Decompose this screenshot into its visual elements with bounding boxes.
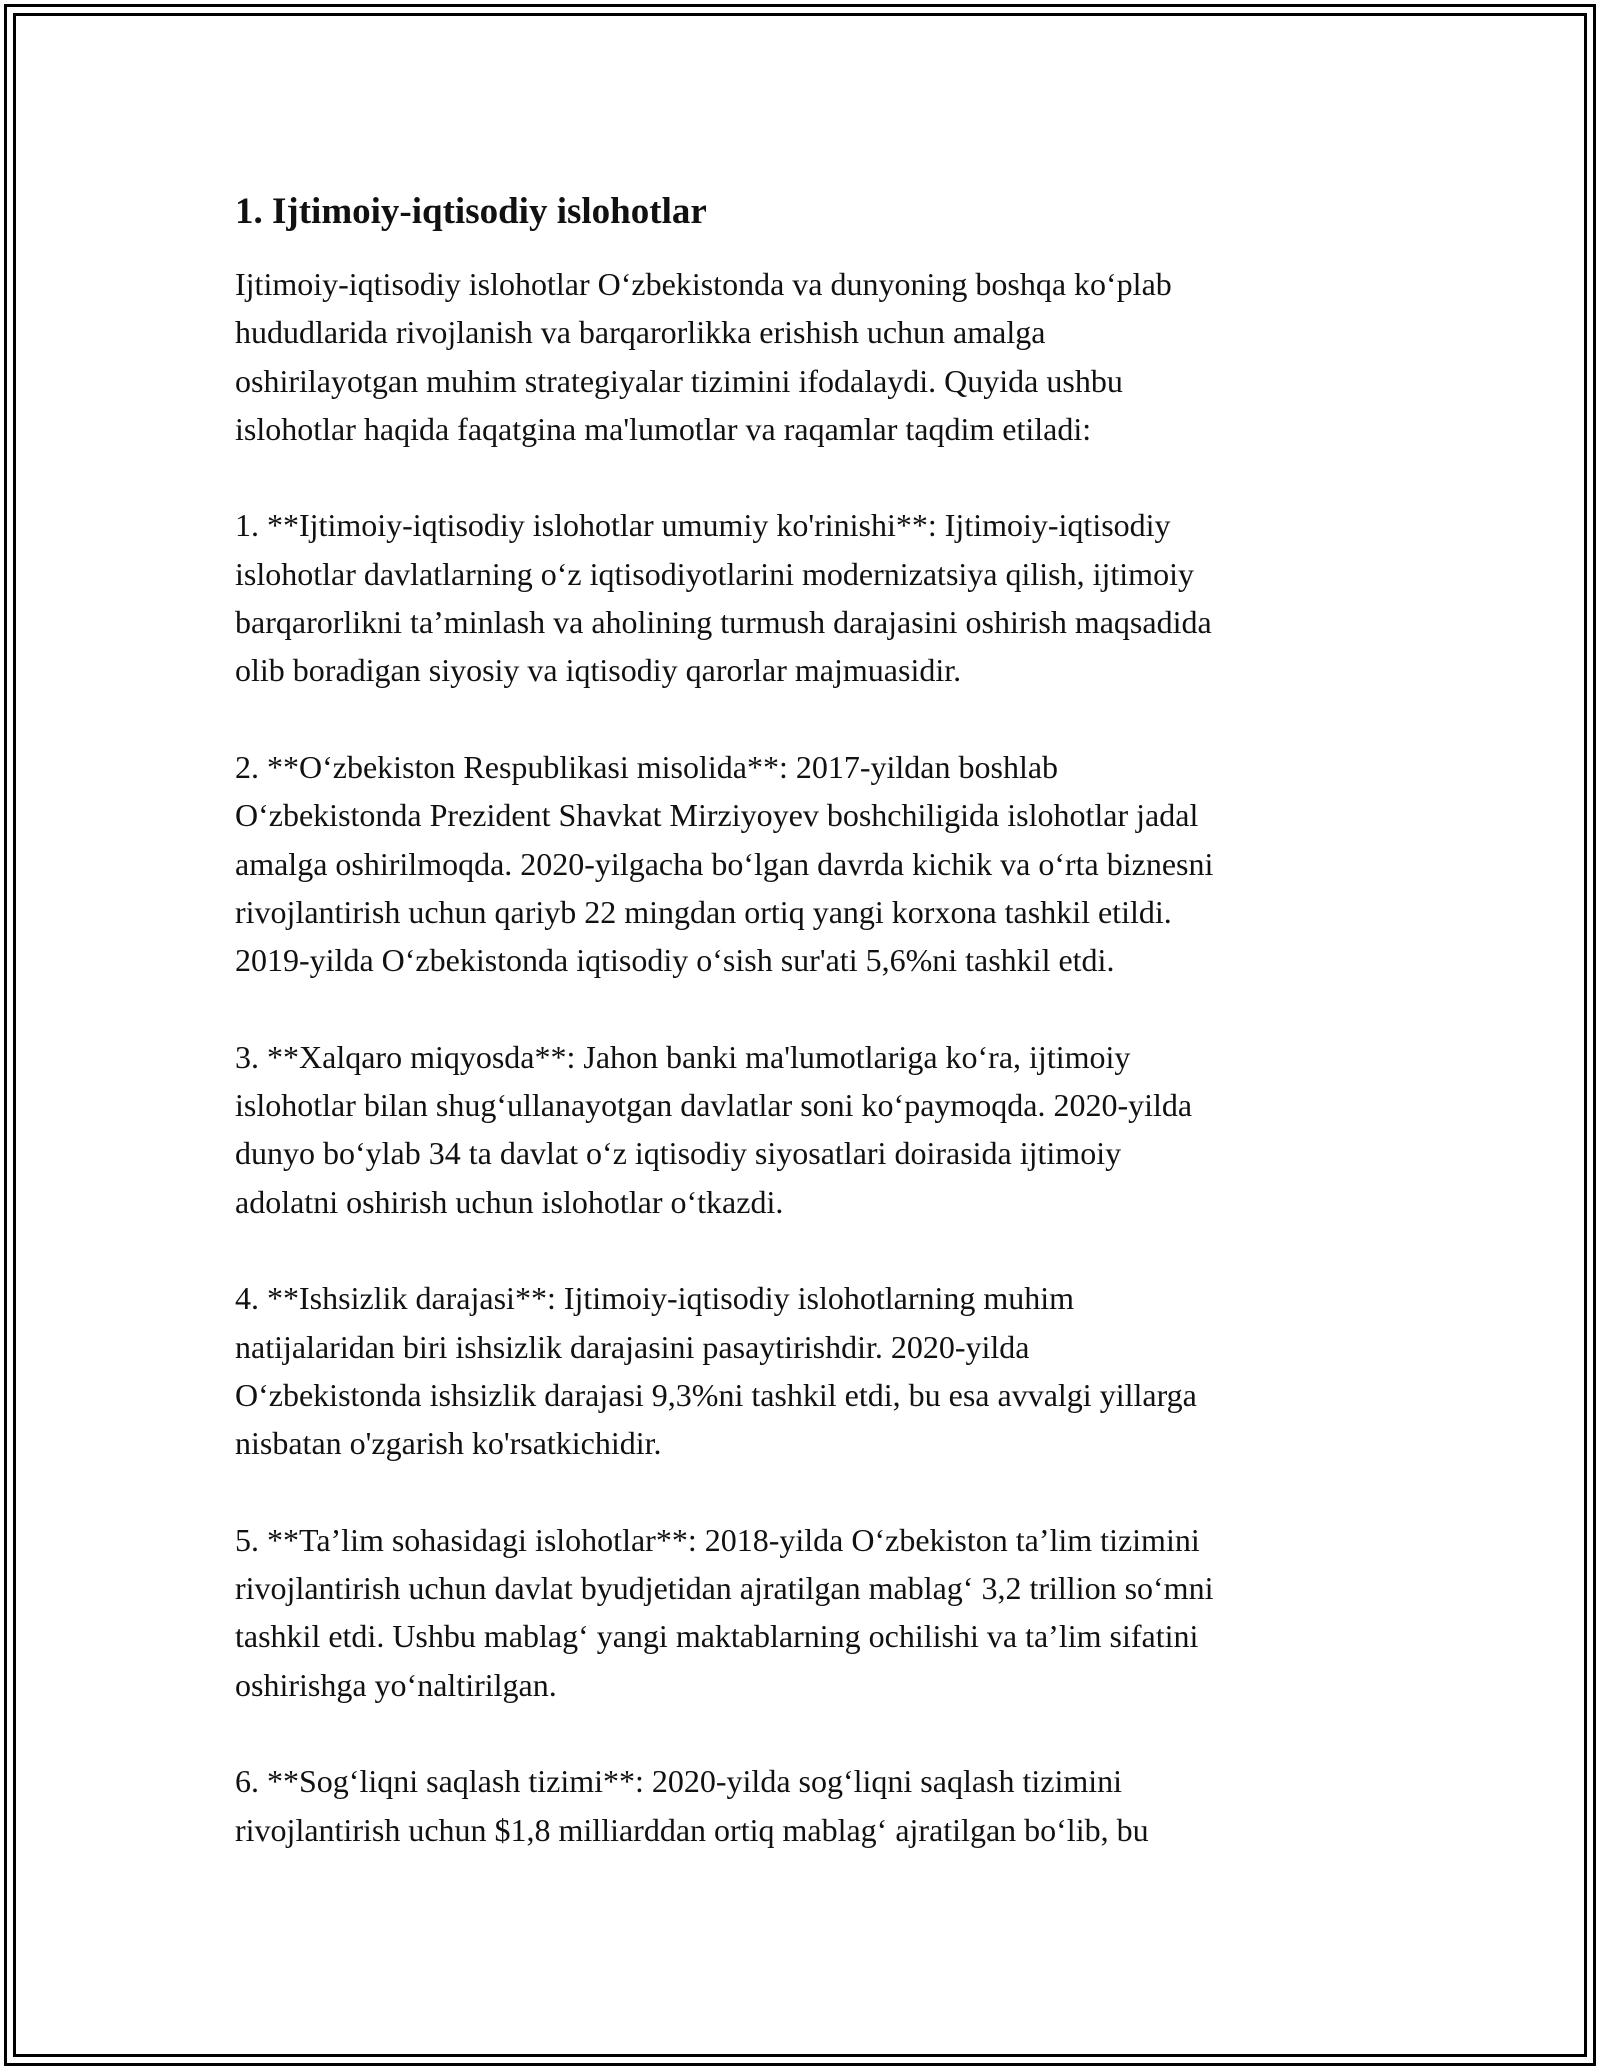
item-line: rivojlantirish uchun $1,8 milliarddan ortiq mablag‘ ajratilgan bo‘lib, bu	[235, 1811, 1149, 1848]
item-line: islohotlar davlatlarning o‘z iqtisodiyotlarini modernizatsiya qilish, ijtimoiy	[235, 555, 1194, 592]
intro-line: oshirilayotgan muhim strategiyalar tizimini ifodalaydi. Quyida ushbu	[235, 362, 1123, 399]
item-line: 3. **Xalqaro miqyosda**: Jahon banki ma'lumotlariga ko‘ra, ijtimoiy	[235, 1038, 1131, 1075]
item-line: islohotlar bilan shug‘ullanayotgan davlatlar soni ko‘paymoqda. 2020-yilda	[235, 1087, 1193, 1124]
item-line: nisbatan o'zgarish ko'rsatkichidir.	[235, 1425, 662, 1462]
item-line: tashkil etdi. Ushbu mablag‘ yangi maktablarning ochilishi va ta’lim sifatini	[235, 1618, 1199, 1655]
list-item-overview	[235, 501, 1365, 694]
item-line: oshirishga yo‘naltirilgan.	[235, 1666, 557, 1703]
list-item-unemployment	[235, 1274, 1365, 1467]
item-line: rivojlantirish uchun qariyb 22 mingdan ortiq yangi korxona tashkil etildi.	[235, 893, 1172, 930]
item-line: 4. **Ishsizlik darajasi**: Ijtimoiy-iqtisodiy islohotlarning muhim	[235, 1280, 1075, 1317]
item-line: O‘zbekistonda ishsizlik darajasi 9,3%ni tashkil etdi, bu esa avvalgi yillarga	[235, 1376, 1197, 1413]
item-line: rivojlantirish uchun davlat byudjetidan ajratilgan mablag‘ 3,2 trillion so‘mni	[235, 1570, 1214, 1607]
item-line: 6. **Sog‘liqni saqlash tizimi**: 2020-yilda sog‘liqni saqlash tizimini	[235, 1763, 1123, 1800]
intro-line: islohotlar haqida faqatgina ma'lumotlar va raqamlar taqdim etiladi:	[235, 410, 1092, 447]
item-line: 2019-yilda O‘zbekistonda iqtisodiy o‘sish sur'ati 5,6%ni tashkil etdi.	[235, 942, 1115, 979]
item-line: 1. **Ijtimoiy-iqtisodiy islohotlar umumiy ko'rinishi**: Ijtimoiy-iqtisodiy	[235, 507, 1171, 544]
intro-line: hududlarida rivojlanish va barqarorlikka erishish uchun amalga	[235, 314, 1046, 351]
list-item-international	[235, 1033, 1365, 1226]
list-item-education	[235, 1516, 1365, 1709]
item-line: adolatni oshirish uchun islohotlar o‘tkazdi.	[235, 1183, 784, 1220]
item-line: 2. **O‘zbekiston Respublikasi misolida**: 2017-yildan boshlab	[235, 748, 1059, 785]
list-item-healthcare	[235, 1757, 1365, 1854]
item-line: amalga oshirilmoqda. 2020-yilgacha bo‘lgan davrda kichik va o‘rta biznesni	[235, 845, 1214, 882]
item-line: O‘zbekistonda Prezident Shavkat Mirziyoyev boshchiligida islohotlar jadal	[235, 797, 1199, 834]
item-line: natijalaridan biri ishsizlik darajasini pasaytirishdir. 2020-yilda	[235, 1328, 1030, 1365]
item-line: dunyo bo‘ylab 34 ta davlat o‘z iqtisodiy siyosatlari doirasida ijtimoiy	[235, 1135, 1122, 1172]
intro-line: Ijtimoiy-iqtisodiy islohotlar O‘zbekistonda va dunyoning boshqa ko‘plab	[235, 266, 1172, 302]
item-line: barqarorlikni ta’minlash va aholining turmush darajasini oshirish maqsadida	[235, 604, 1212, 641]
document-title: 1. Ijtimoiy-iqtisodiy islohotlar	[235, 191, 707, 232]
list-item-uzbekistan	[235, 743, 1365, 984]
item-line: olib boradigan siyosiy va iqtisodiy qarorlar majmuasidir.	[235, 652, 962, 689]
item-line: 5. **Ta’lim sohasidagi islohotlar**: 2018-yilda O‘zbekiston ta’lim tizimini	[235, 1521, 1200, 1558]
intro-paragraph	[235, 260, 1365, 453]
document-body	[235, 188, 1365, 1854]
